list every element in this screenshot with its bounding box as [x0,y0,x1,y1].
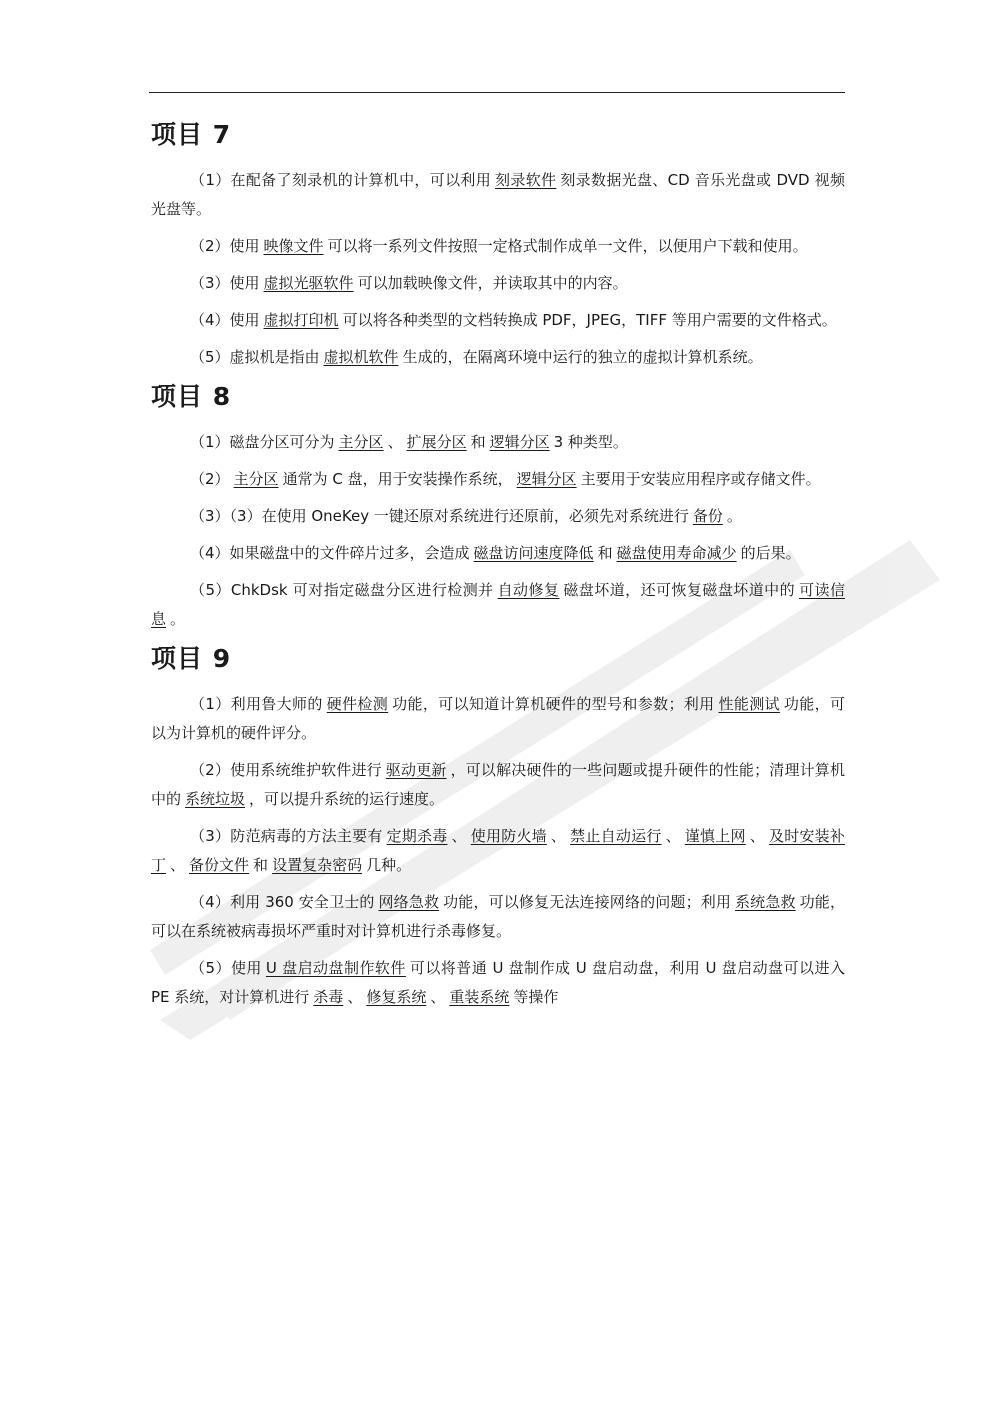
question-text: 3 种类型。 [553,433,628,451]
question-text: （3）（3）在使用 OneKey 一键还原对系统进行还原前，必须先对系统进行 [190,507,689,525]
answer-blank: U 盘启动盘制作软件 [265,959,406,977]
answer-blank: 扩展分区 [406,433,467,451]
answer-blank: 逻辑分区 [489,433,550,451]
answer-blank: 虚拟光驱软件 [263,274,354,292]
question-text: 可以将一系列文件按照一定格式制作成单一文件，以便用户下载和使用。 [327,237,808,255]
question-item [151,690,845,748]
question-text: 和 [597,544,613,562]
question-item [151,576,845,634]
question-text: 、 [170,856,186,874]
answer-blank: 磁盘使用寿命减少 [616,544,737,562]
answer-blank: 使用防火墙 [470,827,547,845]
section-title: 项目 8 [151,382,232,411]
answer-blank: 刻录软件 [495,171,557,189]
answer-blank: 谨慎上网 [684,827,746,845]
question-text: 可以将各种类型的文档转换成 PDF，JPEG，TIFF 等用户需要的文件格式。 [342,311,837,329]
answer-blank: 主分区 [338,433,384,451]
question-text: （1）磁盘分区可分为 [190,433,335,451]
question-item [151,465,845,494]
question-text: 生成的，在隔离环境中运行的独立的虚拟计算机系统。 [402,348,763,366]
question-item [151,232,845,261]
question-text: 刻录数据光盘、CD 音乐光盘或 DVD 视频光盘等。 [151,171,845,218]
answer-blank: 重装系统 [449,988,510,1006]
question-text: 几种。 [366,856,412,874]
answer-blank: 设置复杂密码 [272,856,363,874]
answer-blank: 系统垃圾 [185,790,246,808]
question-item [151,822,845,880]
question-text: （2）使用系统维护软件进行 [190,761,382,779]
section-title: 项目 7 [151,120,232,149]
answer-blank: 驱动更新 [385,761,447,779]
question-text: 功能，可以为计算机的硬件评分。 [151,695,845,742]
question-item [151,954,845,1012]
answer-blank: 主分区 [233,470,279,488]
section-title: 项目 9 [151,644,232,673]
question-text: 的后果。 [740,544,801,562]
question-text: 主要用于安装应用程序或存储文件。 [580,470,821,488]
question-item [151,269,845,298]
question-text: 磁盘坏道，还可恢复磁盘坏道中的 [563,581,796,599]
question-item [151,888,845,946]
answer-blank: 虚拟打印机 [263,311,339,329]
answer-blank: 虚拟机软件 [323,348,399,366]
answer-blank: 备份文件 [189,856,250,874]
answer-blank: 杀毒 [313,988,344,1006]
answer-blank: 网络急救 [378,893,440,911]
question-item [151,343,845,372]
answer-blank: 修复系统 [366,988,427,1006]
question-text: 。 [170,610,186,628]
answer-blank: 禁止自动运行 [570,827,662,845]
question-text: 等操作 [513,988,559,1006]
answer-blank: 性能测试 [718,695,780,713]
question-item [151,756,845,814]
question-text: 、 [430,988,446,1006]
question-item [151,166,845,224]
question-text: 。 [726,507,742,525]
answer-blank: 映像文件 [263,237,324,255]
question-text: （2） [190,470,230,488]
section-project-9 [151,642,845,1012]
question-text: ，可以提升系统的运行速度。 [249,790,445,808]
question-text: （3）防范病毒的方法主要有 [190,827,383,845]
question-text: （5）使用 [190,959,262,977]
question-text: 可以将普通 U 盘制作成 U 盘启动盘，利用 U 盘启动盘可以进入 PE 系统，对计算机进行 [151,959,845,1006]
answer-blank: 及时安装补丁 [151,827,845,874]
section-project-7 [151,118,845,372]
question-text: （4）利用 360 安全卫士的 [190,893,375,911]
question-text: （4）如果磁盘中的文件碎片过多，会造成 [190,544,470,562]
answer-blank: 硬件检测 [326,695,389,713]
question-text: （5）ChkDsk 可对指定磁盘分区进行检测并 [190,581,494,599]
question-text: （3）使用 [190,274,260,292]
question-item [151,502,845,531]
answer-blank: 逻辑分区 [516,470,577,488]
document-body [151,118,845,1020]
question-text: 可以加载映像文件，并读取其中的内容。 [357,274,628,292]
question-text: （4）使用 [190,311,260,329]
question-item [151,306,845,335]
header-rule [149,92,845,93]
question-text: 功能，可以知道计算机硬件的型号和参数；利用 [392,695,715,713]
answer-blank: 系统急救 [735,893,796,911]
question-item [151,539,845,568]
answer-blank: 自动修复 [497,581,560,599]
question-text: （5）虚拟机是指由 [190,348,320,366]
question-text: 、 [665,827,681,845]
question-text: 和 [470,433,486,451]
answer-blank: 定期杀毒 [386,827,448,845]
answer-blank: 磁盘访问速度降低 [473,544,594,562]
answer-blank: 备份 [692,507,723,525]
section-project-8 [151,380,845,634]
answer-blank: 可读信息 [151,581,845,628]
question-text: （1）利用鲁大师的 [190,695,323,713]
question-text: 通常为 C 盘，用于安装操作系统， [282,470,513,488]
question-text: （2）使用 [190,237,260,255]
question-text: 、 [347,988,363,1006]
question-text: 、 [387,433,403,451]
question-text: 功能，可以在系统被病毒损坏严重时对计算机进行杀毒修复。 [151,893,845,940]
question-text: 、 [749,827,765,845]
question-text: 、 [550,827,567,845]
question-text: ，可以解决硬件的一些问题或提升硬件的性能；清理计算机中的 [151,761,845,808]
question-text: 功能，可以修复无法连接网络的问题；利用 [443,893,732,911]
question-text: 、 [451,827,467,845]
question-item [151,428,845,457]
question-text: （1）在配备了刻录机的计算机中，可以利用 [190,171,492,189]
question-text: 和 [253,856,269,874]
